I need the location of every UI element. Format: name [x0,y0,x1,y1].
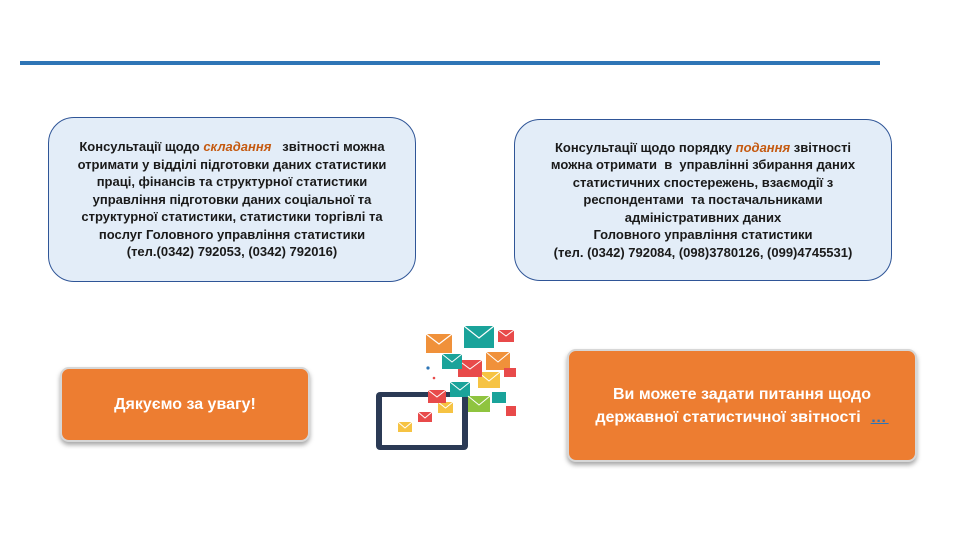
text-line: управління підготовки даних соціальної та [92,191,372,207]
text-line: послуг Головного управління статистики [98,226,366,242]
highlight-word: подання [735,139,791,155]
thanks-button-label: Дякуємо за увагу! [114,395,256,413]
text-line: адміністративних даних [624,209,782,225]
text-segment: звітності [790,139,852,155]
phone-line: (тел.(0342) 792053, (0342) 792016) [126,244,338,260]
header-divider [20,61,880,65]
text-line: респондентами та постачальниками [583,192,823,208]
phone-line: (тел. (0342) 792084, (098)3780126, (099)4745531) [553,244,853,260]
highlight-word: складання [203,139,272,155]
ask-question-button[interactable] [567,349,917,462]
ask-button-line: державної статистичної звітності [595,408,861,426]
text-line: праці, фінансів та структурної статистики [96,174,368,190]
text-line: можна отримати в управлінні збирання даних [550,157,856,173]
tablet-with-flying-envelopes-icon [368,318,538,458]
text-segment: Консультації щодо порядку [554,139,736,155]
text-line: Головного управління статистики [593,227,813,243]
text-line: структурної статистики, статистики торгівлі та [81,209,383,225]
ask-button-line: Ви можете задати питання щодо [613,385,871,403]
thanks-button[interactable] [60,367,310,442]
consultation-submission-box [514,119,892,281]
text-line: статистичних спостережень, взаємодії з [572,174,834,190]
consultation-compiling-box [48,117,416,282]
more-link[interactable]: … [870,408,889,426]
text-line: отримати у відділі підготовки даних статистики [77,156,387,172]
text-segment: звітності можна [271,139,385,155]
text-segment: Консультації щодо [79,139,204,155]
